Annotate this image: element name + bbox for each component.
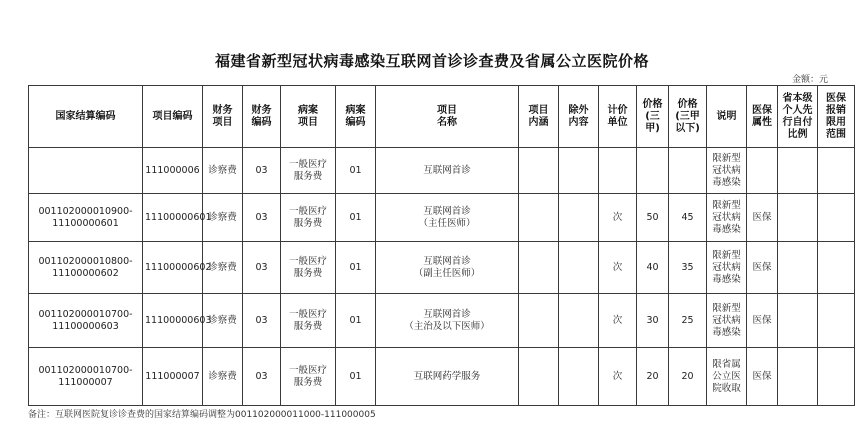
case-item-cell: 一般医疗 服务费 [281, 194, 336, 242]
finance-code-cell: 03 [243, 242, 281, 294]
case-code-cell: 01 [336, 348, 376, 406]
item-content-cell [519, 194, 559, 242]
case-item-cell: 一般医疗 服务费 [281, 348, 336, 406]
excluded-content-cell [559, 242, 599, 294]
header-excluded-content: 除外 内容 [559, 86, 599, 148]
header-item-code: 项目编码 [143, 86, 203, 148]
item-name-cell: 互联网首诊 （主任医师） [376, 194, 519, 242]
price-grade-a-cell: 20 [637, 348, 669, 406]
header-notes: 说明 [707, 86, 747, 148]
excluded-content-cell [559, 148, 599, 194]
excluded-content-cell [559, 294, 599, 348]
header-pricing-unit: 计价 单位 [599, 86, 637, 148]
insurance-cell [747, 148, 778, 194]
header-case-item: 病案 项目 [281, 86, 336, 148]
price-below-grade-a-cell: 45 [669, 194, 707, 242]
page-title: 福建省新型冠状病毒感染互联网首诊诊查费及省属公立医院价格 [214, 52, 649, 70]
header-self-pay-ratio: 省本级 个人先 行自付 比例 [778, 86, 818, 148]
notes-cell: 限新型 冠状病 毒感染 [707, 194, 747, 242]
price-below-grade-a-cell: 35 [669, 242, 707, 294]
case-code-cell: 01 [336, 194, 376, 242]
notes-cell: 限新型 冠状病 毒感染 [707, 148, 747, 194]
case-item-cell: 一般医疗 服务费 [281, 148, 336, 194]
notes-cell: 限省属 公立医 院收取 [707, 348, 747, 406]
item-code-cell: 11100000603 [143, 294, 203, 348]
table-row [29, 242, 855, 294]
insurance-cell: 医保 [747, 194, 778, 242]
table-row [29, 348, 855, 406]
self-pay-cell [778, 194, 818, 242]
table-row [29, 294, 855, 348]
table-header-row [29, 86, 855, 148]
item-name-cell: 互联网药学服务 [376, 348, 519, 406]
insurance-cell: 医保 [747, 348, 778, 406]
item-content-cell [519, 242, 559, 294]
item-code-cell: 11100000601 [143, 194, 203, 242]
finance-code-cell: 03 [243, 294, 281, 348]
self-pay-cell [778, 242, 818, 294]
header-finance-code: 财务 编码 [243, 86, 281, 148]
header-price-below-grade-a: 价格 (三甲 以下) [669, 86, 707, 148]
item-code-cell: 111000007 [143, 348, 203, 406]
header-reimbursement-scope: 医保 报销 限用 范围 [818, 86, 855, 148]
finance-item-cell: 诊察费 [203, 148, 243, 194]
insurance-cell: 医保 [747, 242, 778, 294]
price-grade-a-cell [637, 148, 669, 194]
header-insurance-attribute: 医保 属性 [747, 86, 778, 148]
price-below-grade-a-cell [669, 148, 707, 194]
national-code-cell: 001102000010900- 11100000601 [29, 194, 143, 242]
finance-code-cell: 03 [243, 348, 281, 406]
item-content-cell [519, 148, 559, 194]
header-finance-item: 财务 项目 [203, 86, 243, 148]
insurance-cell: 医保 [747, 294, 778, 348]
finance-item-cell: 诊察费 [203, 294, 243, 348]
scope-cell [818, 294, 855, 348]
self-pay-cell [778, 294, 818, 348]
case-code-cell: 01 [336, 242, 376, 294]
price-below-grade-a-cell: 20 [669, 348, 707, 406]
national-code-cell [29, 148, 143, 194]
case-code-cell: 01 [336, 148, 376, 194]
notes-cell: 限新型 冠状病 毒感染 [707, 294, 747, 348]
footnote: 备注：互联网医院复诊诊查费的国家结算编码调整为001102000011000-111000005 [28, 410, 376, 420]
case-code-cell: 01 [336, 294, 376, 348]
header-item-name: 项目 名称 [376, 86, 519, 148]
pricing-unit-cell [599, 148, 637, 194]
finance-code-cell: 03 [243, 148, 281, 194]
item-name-cell: 互联网首诊 （副主任医师） [376, 242, 519, 294]
price-below-grade-a-cell: 25 [669, 294, 707, 348]
self-pay-cell [778, 148, 818, 194]
header-price-grade-a: 价格 (三 甲) [637, 86, 669, 148]
finance-code-cell: 03 [243, 194, 281, 242]
national-code-cell: 001102000010700- 11100000603 [29, 294, 143, 348]
scope-cell [818, 348, 855, 406]
currency-unit-note: 金额：元 [791, 75, 828, 85]
notes-cell: 限新型 冠状病 毒感染 [707, 242, 747, 294]
price-table [28, 85, 855, 406]
table-row [29, 194, 855, 242]
item-name-cell: 互联网首诊 （主治及以下医师） [376, 294, 519, 348]
scope-cell [818, 242, 855, 294]
scope-cell [818, 148, 855, 194]
finance-item-cell: 诊察费 [203, 348, 243, 406]
header-item-content: 项目 内涵 [519, 86, 559, 148]
finance-item-cell: 诊察费 [203, 242, 243, 294]
item-code-cell: 11100000602 [143, 242, 203, 294]
item-code-cell: 111000006 [143, 148, 203, 194]
national-code-cell: 001102000010700- 111000007 [29, 348, 143, 406]
table-row [29, 148, 855, 194]
excluded-content-cell [559, 348, 599, 406]
price-grade-a-cell: 40 [637, 242, 669, 294]
finance-item-cell: 诊察费 [203, 194, 243, 242]
item-content-cell [519, 294, 559, 348]
pricing-unit-cell: 次 [599, 294, 637, 348]
item-content-cell [519, 348, 559, 406]
national-code-cell: 001102000010800- 11100000602 [29, 242, 143, 294]
excluded-content-cell [559, 194, 599, 242]
header-case-code: 病案 编码 [336, 86, 376, 148]
price-grade-a-cell: 30 [637, 294, 669, 348]
case-item-cell: 一般医疗 服务费 [281, 294, 336, 348]
item-name-cell: 互联网首诊 [376, 148, 519, 194]
pricing-unit-cell: 次 [599, 348, 637, 406]
scope-cell [818, 194, 855, 242]
pricing-unit-cell: 次 [599, 242, 637, 294]
price-grade-a-cell: 50 [637, 194, 669, 242]
pricing-unit-cell: 次 [599, 194, 637, 242]
case-item-cell: 一般医疗 服务费 [281, 242, 336, 294]
self-pay-cell [778, 348, 818, 406]
header-national-code: 国家结算编码 [29, 86, 143, 148]
